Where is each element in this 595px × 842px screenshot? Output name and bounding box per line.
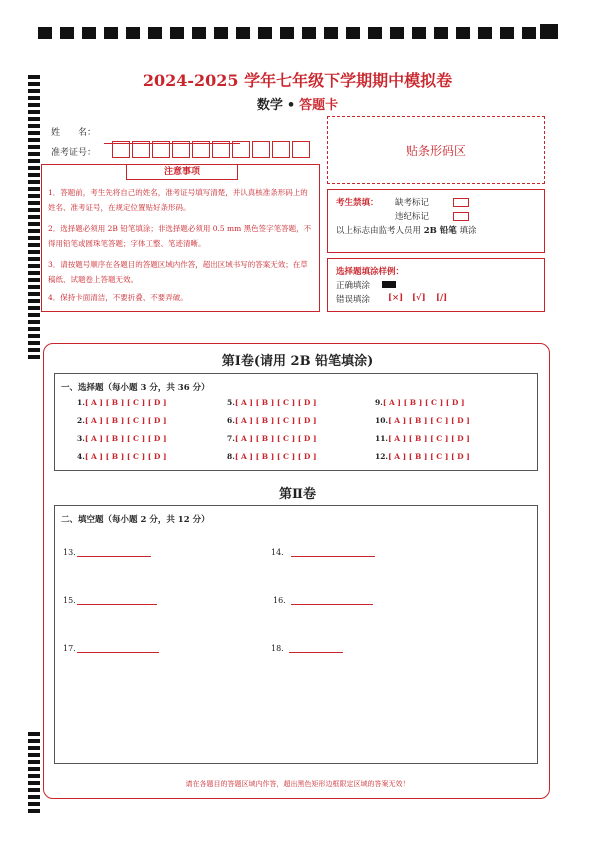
absent-label: 缺考标记 <box>395 198 430 208</box>
separator: • <box>286 98 296 113</box>
choice-question[interactable]: 11.[ A ] [ B ] [ C ] [ D ] <box>375 434 470 443</box>
fill-blank-section-title: 二、填空题（每小题 2 分，共 12 分） <box>61 515 210 525</box>
wrong-fill-mark: [/] <box>436 293 448 303</box>
status-label: 考生禁填： <box>336 198 379 208</box>
sample-title: 选择题填涂样例： <box>336 267 405 277</box>
blank-line[interactable] <box>77 548 151 557</box>
notice-item: 1．答题前，考生先将自己的姓名，准考证号填写清楚，并认真核准条形码上的姓名、准考证号，在规定位置贴好条形码。 <box>48 188 308 212</box>
choice-panel <box>54 373 538 471</box>
choice-section-title: 一、选择题（每小题 3 分，共 36 分） <box>61 383 210 393</box>
choice-question[interactable]: 12.[ A ] [ B ] [ C ] [ D ] <box>375 452 470 461</box>
notice-item: 3．请按题号顺序在各题目的答题区域内作答，超出区域书写的答案无效；在草稿纸、试题卷上答题无效。 <box>48 260 308 284</box>
blank-number: 14. <box>271 548 284 557</box>
choice-question[interactable]: 6.[ A ] [ B ] [ C ] [ D ] <box>227 416 317 425</box>
choice-question[interactable]: 5.[ A ] [ B ] [ C ] [ D ] <box>227 398 317 407</box>
blank-number: 13. <box>63 548 76 557</box>
blank-line[interactable] <box>77 596 157 605</box>
choice-question[interactable]: 7.[ A ] [ B ] [ C ] [ D ] <box>227 434 317 443</box>
status-box <box>327 189 545 253</box>
top-timing-marks <box>38 27 558 39</box>
exam-number-label: 准考证号： <box>51 148 97 158</box>
blank-line[interactable] <box>291 548 375 557</box>
notice-item: 2．选择题必须用 2B 铅笔填涂；非选择题必须用 0.5 mm 黑色签字笔答题，不得用铅笔或圆珠笔答题；字体工整、笔迹清晰。 <box>48 224 312 248</box>
page-title: 2024-2025 学年七年级下学期期中模拟卷 <box>142 71 453 90</box>
choice-question[interactable]: 3.[ A ] [ B ] [ C ] [ D ] <box>77 434 167 443</box>
barcode-area: 贴条形码区 <box>327 116 545 184</box>
footer-warning: 请在各题目的答题区域内作答，超出黑色矩形边框限定区域的答案无效！ <box>185 780 410 788</box>
sample-box <box>327 258 545 312</box>
notice-item: 4．保持卡面清洁，不要折叠、不要弄破。 <box>48 293 188 302</box>
notice-heading: 注意事项 <box>126 165 238 180</box>
blank-number: 15. <box>63 596 76 605</box>
subject: 数学 <box>256 98 283 113</box>
name-label: 姓 名： <box>51 128 97 138</box>
status-note: 以上标志由监考人员用 2B 铅笔 填涂 <box>336 226 477 236</box>
choice-question[interactable]: 9.[ A ] [ B ] [ C ] [ D ] <box>375 398 465 407</box>
choice-question[interactable]: 8.[ A ] [ B ] [ C ] [ D ] <box>227 452 317 461</box>
blank-number: 18. <box>271 644 284 653</box>
blank-line[interactable] <box>289 644 343 653</box>
choice-question[interactable]: 4.[ A ] [ B ] [ C ] [ D ] <box>77 452 167 461</box>
wrong-fill-mark: [×] <box>388 293 404 303</box>
violation-checkbox[interactable] <box>453 212 469 221</box>
page-subtitle <box>0 94 595 113</box>
exam-number-cells[interactable] <box>112 141 312 158</box>
choice-question[interactable]: 2.[ A ] [ B ] [ C ] [ D ] <box>77 416 167 425</box>
wrong-fill-mark: [√] <box>412 293 426 303</box>
answer-area <box>43 343 550 799</box>
wrong-fill-label: 错误填涂 <box>336 295 371 305</box>
correct-fill-sample <box>382 281 396 288</box>
part2-title: 第Ⅱ卷 <box>279 487 316 502</box>
choice-question[interactable]: 1.[ A ] [ B ] [ C ] [ D ] <box>77 398 167 407</box>
left-timing-marks-top <box>28 75 40 362</box>
top-corner-mark <box>540 24 558 39</box>
choice-question[interactable]: 10.[ A ] [ B ] [ C ] [ D ] <box>375 416 470 425</box>
violation-label: 违纪标记 <box>395 212 430 222</box>
fill-blank-panel <box>54 505 538 764</box>
notice-box <box>41 164 320 312</box>
blank-line[interactable] <box>77 644 159 653</box>
blank-number: 17. <box>63 644 76 653</box>
card-label: 答题卡 <box>299 98 339 113</box>
absent-checkbox[interactable] <box>453 198 469 207</box>
blank-line[interactable] <box>291 596 373 605</box>
blank-number: 16. <box>273 596 286 605</box>
correct-fill-label: 正确填涂 <box>336 281 371 291</box>
left-timing-marks-bottom <box>28 732 40 816</box>
part1-title: 第Ⅰ卷(请用 2B 铅笔填涂) <box>221 354 374 369</box>
